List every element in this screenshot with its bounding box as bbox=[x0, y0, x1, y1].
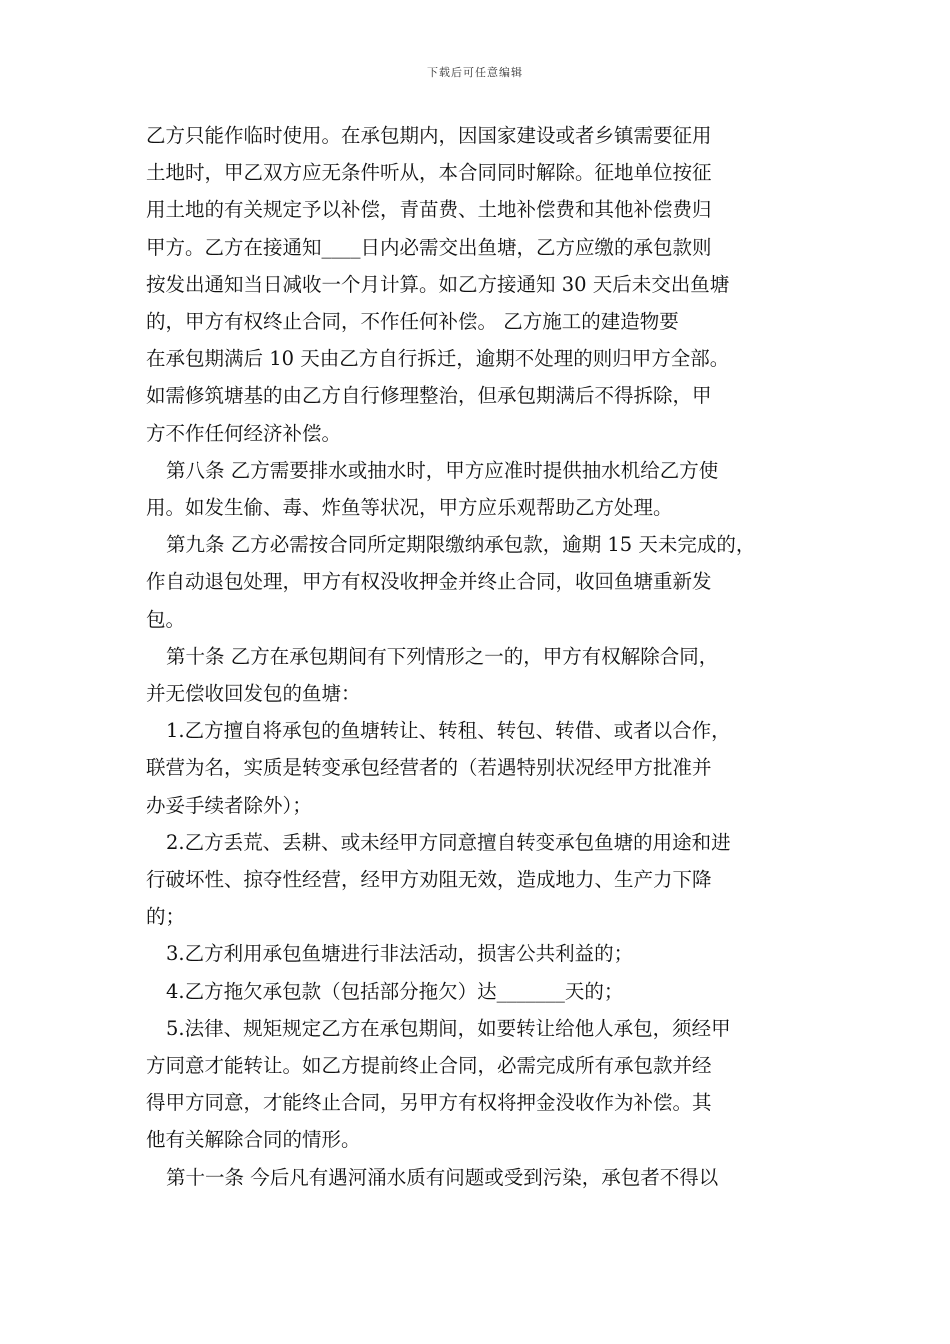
text-line: 作自动退包处理，甲方有权没收押金并终止合同，收回鱼塘重新发 bbox=[146, 570, 712, 594]
text-line: 的，甲方有权终止合同，不作任何补偿。 乙方施工的建造物要 bbox=[146, 310, 679, 334]
text-line: 方同意才能转让。如乙方提前终止合同，必需完成所有承包款并经 bbox=[146, 1054, 712, 1078]
text-line: 第九条 乙方必需按合同所定期限缴纳承包款，逾期 15 天未完成的， bbox=[166, 533, 756, 557]
text-line: 甲方。乙方在接通知____日内必需交出鱼塘，乙方应缴的承包款则 bbox=[146, 235, 712, 259]
text-line: 包。 bbox=[146, 607, 186, 631]
text-line: 4.乙方拖欠承包款（包括部分拖欠）达_______天的； bbox=[166, 979, 624, 1003]
page-header: 下载后可任意编辑 bbox=[427, 66, 523, 79]
text-line: 联营为名，实质是转变承包经营者的（若遇特别状况经甲方批准并 bbox=[146, 756, 712, 780]
text-line: 第十条 乙方在承包期间有下列情形之一的，甲方有权解除合同， bbox=[166, 644, 719, 668]
text-line: 3.乙方利用承包鱼塘进行非法活动，损害公共利益的； bbox=[166, 942, 634, 966]
text-line: 用。如发生偷、毒、炸鱼等状况，甲方应乐观帮助乙方处理。 bbox=[146, 496, 673, 520]
text-line: 1.乙方擅自将承包的鱼塘转让、转租、转包、转借、或者以合作， bbox=[166, 719, 731, 743]
text-line: 用土地的有关规定予以补偿，青苗费、土地补偿费和其他补偿费归 bbox=[146, 198, 712, 222]
text-line: 乙方只能作临时使用。在承包期内，因国家建设或者乡镇需要征用 bbox=[146, 124, 712, 147]
text-line: 第十一条 今后凡有遇河涌水质有问题或受到污染，承包者不得以 bbox=[166, 1165, 719, 1189]
text-line: 并无偿收回发包的鱼塘： bbox=[146, 682, 361, 706]
text-line: 他有关解除合同的情形。 bbox=[146, 1128, 361, 1152]
text-line: 2.乙方丢荒、丢耕、或未经甲方同意擅自转变承包鱼塘的用途和进 bbox=[166, 830, 731, 854]
text-line: 行破坏性、掠夺性经营，经甲方劝阻无效，造成地力、生产力下降 bbox=[146, 868, 712, 892]
text-line: 方不作任何经济补偿。 bbox=[146, 421, 342, 445]
contract-body-text bbox=[146, 117, 810, 1196]
text-line: 办妥手续者除外）； bbox=[146, 793, 312, 817]
text-line: 如需修筑塘基的由乙方自行修理整治，但承包期满后不得拆除，甲 bbox=[146, 384, 712, 408]
text-line: 5.法律、规矩规定乙方在承包期间，如要转让给他人承包，须经甲 bbox=[166, 1016, 731, 1040]
text-line: 按发出通知当日减收一个月计算。如乙方接通知 30 天后未交出鱼塘 bbox=[146, 272, 730, 296]
text-line: 在承包期满后 10 天由乙方自行拆迁，逾期不处理的则归甲方全部。 bbox=[146, 347, 730, 371]
text-line: 得甲方同意，才能终止合同，另甲方有权将押金没收作为补偿。其 bbox=[146, 1091, 712, 1115]
text-line: 的； bbox=[146, 905, 186, 929]
text-line: 土地时，甲乙双方应无条件听从，本合同同时解除。征地单位按征 bbox=[146, 161, 712, 185]
text-line: 第八条 乙方需要排水或抽水时，甲方应准时提供抽水机给乙方使 bbox=[166, 458, 719, 482]
